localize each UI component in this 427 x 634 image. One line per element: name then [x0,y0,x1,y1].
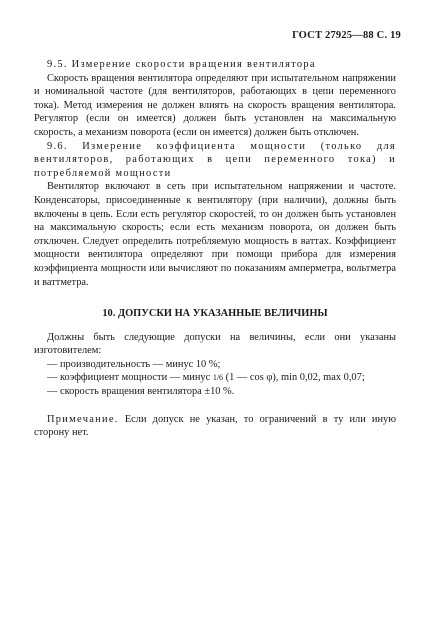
note-text: Если допуск не указан, то ограничений в ту или иную сторону нет. [34,413,396,439]
power-factor-text-after: (1 — cos φ), min 0,02, max 0,07; [223,372,365,384]
section-10-title: 10. ДОПУСКИ НА УКАЗАННЫЕ ВЕЛИЧИНЫ [102,308,328,320]
section-9-5-title: 9.5. Измерение скорости вращения вентилятора [47,59,316,70]
note [34,413,396,440]
power-factor-text-before: — коэффициент мощности — минус [47,372,213,384]
section-9-6-paragraph: Вентилятор включают в сеть при испытательном напряжении и частоте. Конденсаторы, присоединенные к вентилятору (при наличии), должны быть включены в цепь. Если есть регулятор скоростей, то он должен быть установлен на максимальную скорость; если есть механизм поворота, он должен быть отключен. Следует определить потребляемую мощность в ваттах. Коэффициент мощности вентилятора определяют при помощи прибора для измерения коэффициента мощности или вычисляют по показаниям амперметра, вольтметра и ваттметра. [34,181,396,288]
section-9-5-paragraph: Скорость вращения вентилятора определяют при испытательном напряжении и номинальной частоте (для вентиляторов, работающих в цепи переменного тока). Метод измерения не должен влиять на скорость вращения вентилятора. Регулятор (если он имеется) должен быть установлен на максимальную скорость, а механизм поворота (если он имеется) должен быть отключен. [34,72,396,138]
tolerance-item-speed: — скорость вращения вентилятора ±10 %. [47,386,235,398]
tolerance-item-capacity: — производительность — минус 10 %; [47,358,221,370]
page-content [34,58,396,440]
section-10-intro: Должны быть следующие допуски на величины, если они указаны изготовителем: [34,331,396,357]
tolerance-item-power-factor [34,371,396,385]
section-9-6-title: 9.6. Измерение коэффициента мощности (только для вентиляторов, работающих в цепи переменного тока) и потребляемой мощности [34,140,396,179]
power-factor-fraction: 1/6 [212,373,224,383]
note-label: Примечание. [47,413,119,425]
page-header: ГОСТ 27925—88 С. 19 [292,30,401,41]
